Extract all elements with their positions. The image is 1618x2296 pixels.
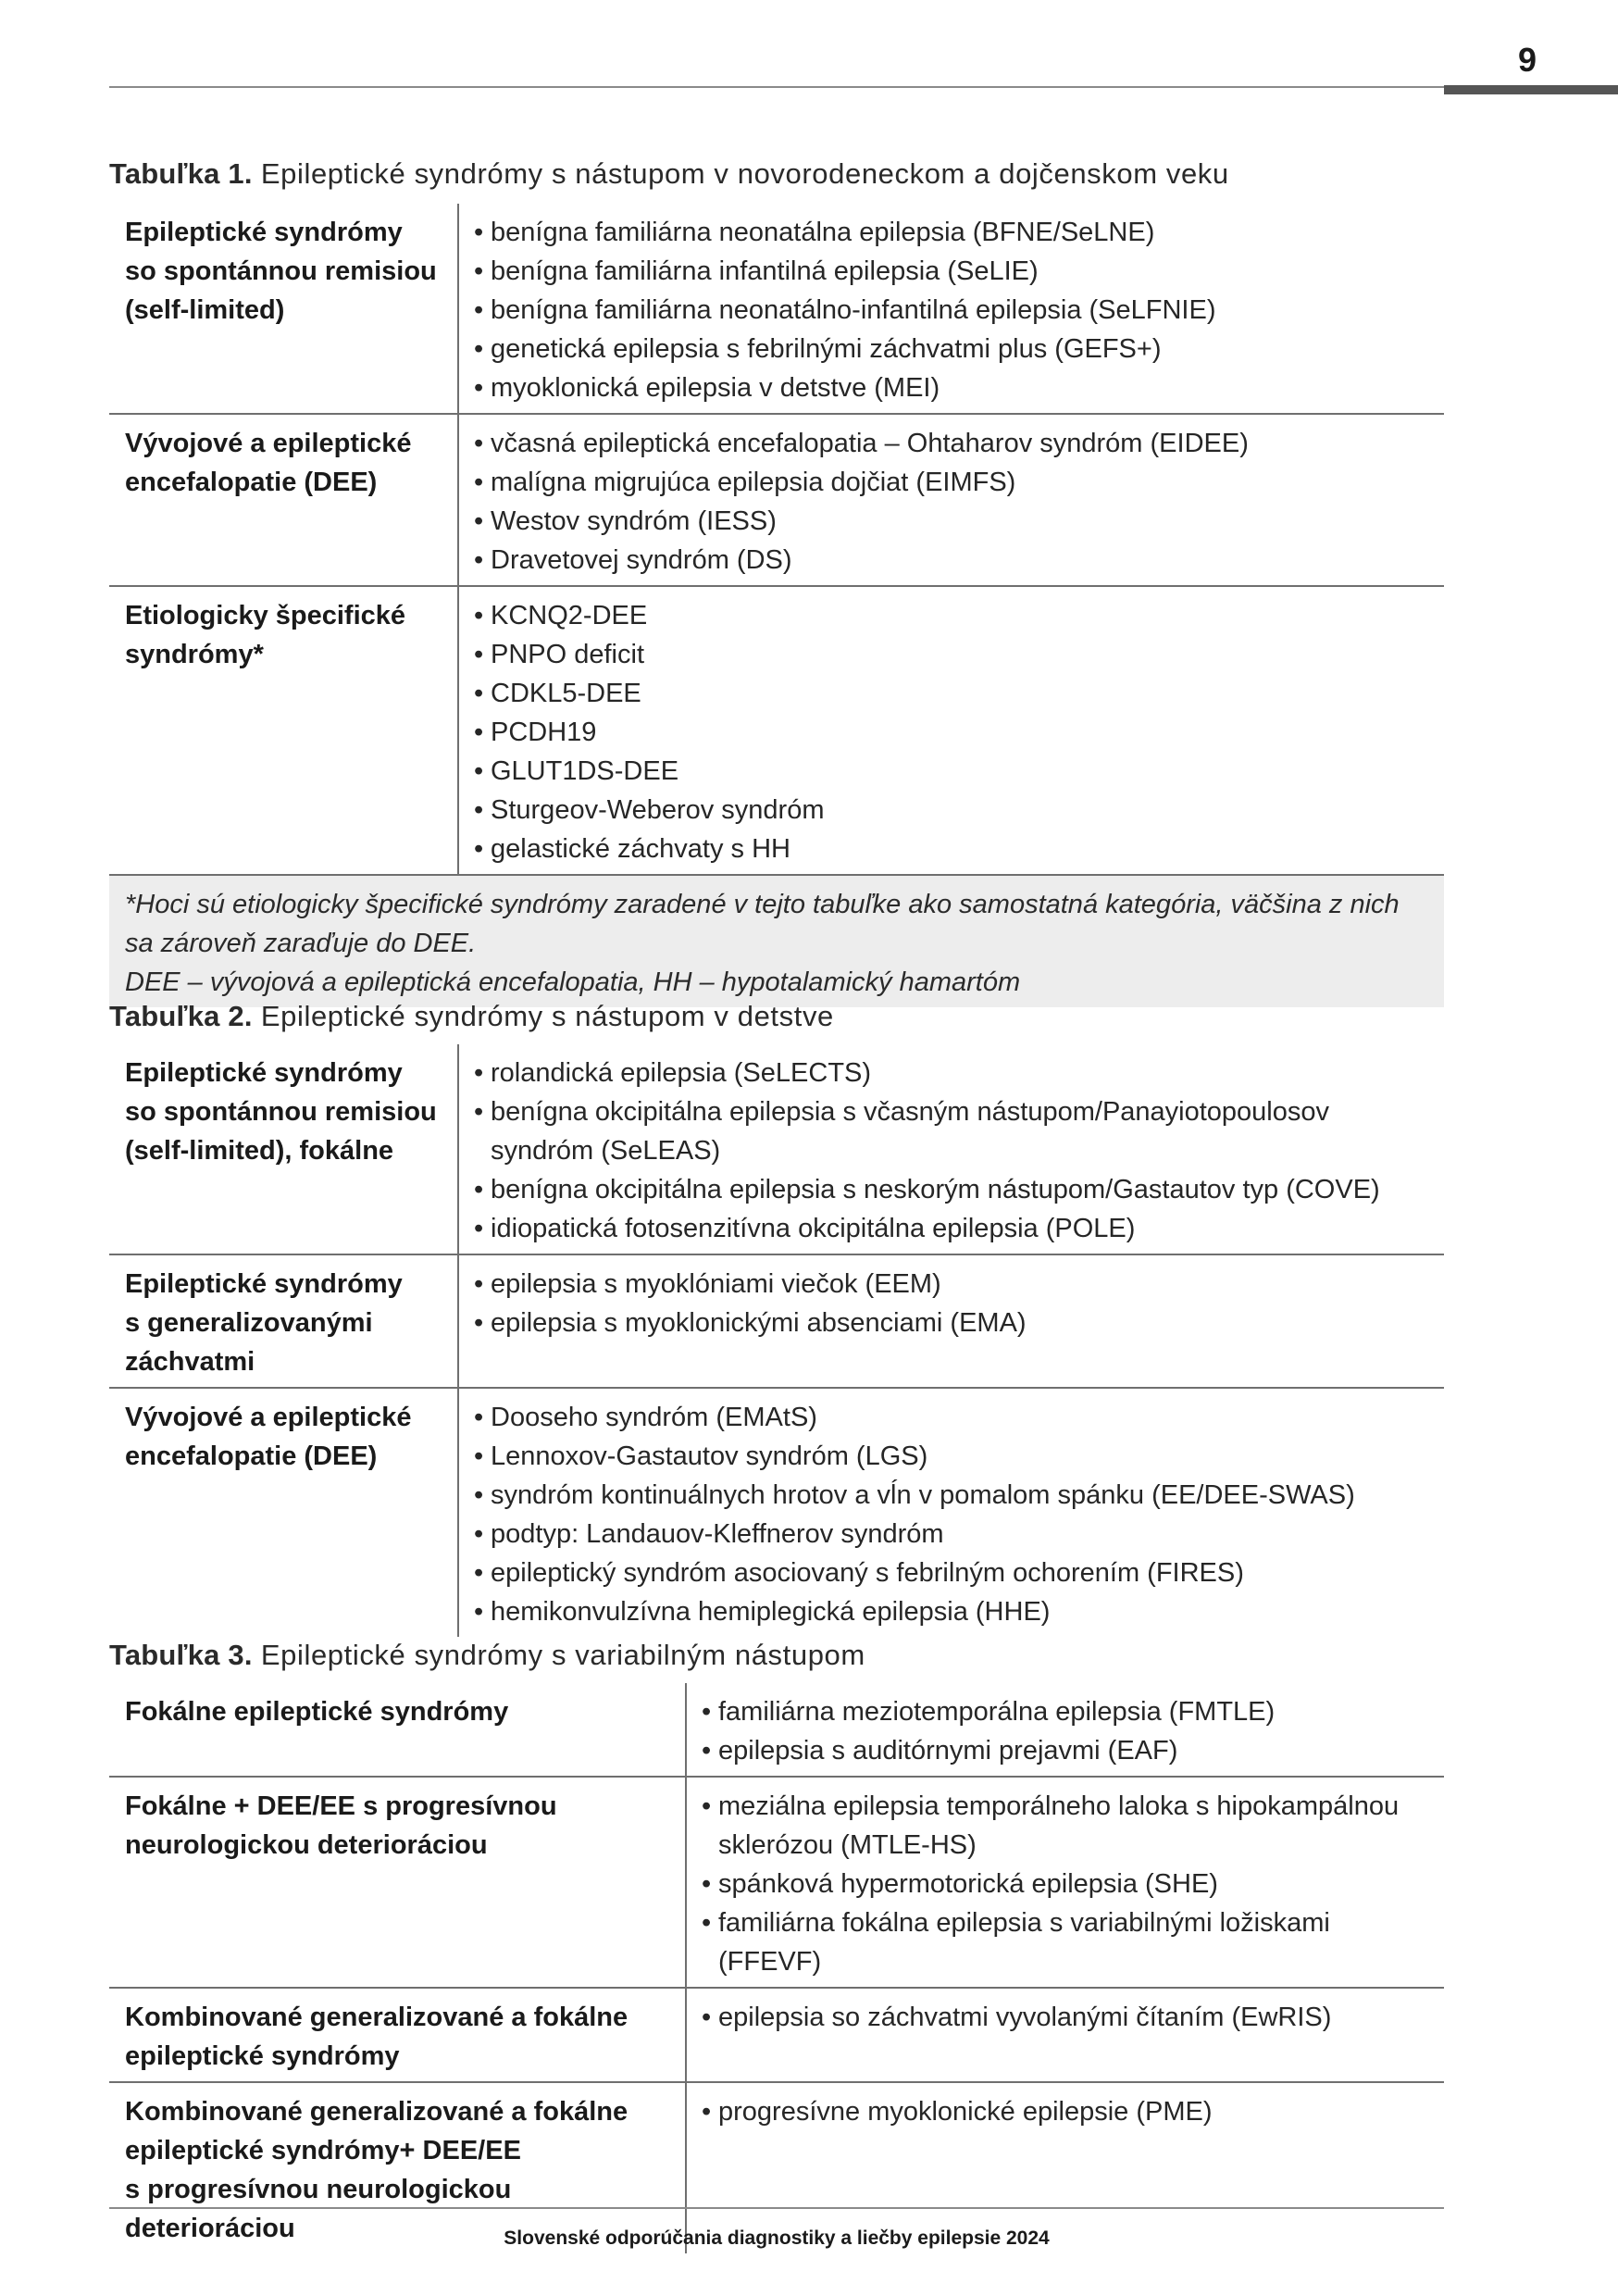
category-cell [109, 1044, 459, 1254]
table3-caption [109, 1639, 865, 1672]
syndrome-item: • benígna familiárna neonatálno-infantilná epilepsia (SeLFNIE) [474, 291, 1435, 330]
category-label: epileptické syndrómy [125, 2041, 400, 2071]
table-row [109, 1778, 1444, 1989]
category-label: encefalopatie (DEE) [125, 1441, 378, 1471]
category-label: Vývojové a epileptické [125, 429, 412, 458]
syndrome-item: • CDKL5-DEE [474, 674, 1435, 713]
footer-rule [109, 2207, 1444, 2209]
syndrome-item: • benígna okcipitálna epilepsia s neskorým nástupom/Gastautov typ (COVE) [474, 1170, 1435, 1209]
category-label: Epileptické syndrómy [125, 1269, 403, 1299]
category-label: Fokálne + DEE/EE s progresívnou [125, 1791, 557, 1821]
header-accent-bar [1444, 85, 1618, 94]
syndrome-item: • epilepsia so záchvatmi vyvolanými čítaním (EwRIS) [702, 1998, 1435, 2037]
table1-caption-text: Epileptické syndrómy s nástupom v novorodeneckom a dojčenskom veku [260, 157, 1229, 190]
table-row [109, 1389, 1444, 1637]
category-label: (self-limited) [125, 295, 285, 325]
syndrome-item: • benígna okcipitálna epilepsia s včasným nástupom/Panayiotopoulosov syndróm (SeLEAS) [474, 1092, 1435, 1170]
syndrome-item: • hemikonvulzívna hemiplegická epilepsia (HHE) [474, 1592, 1435, 1631]
syndrome-item: • včasná epileptická encefalopatia – Ohtaharov syndróm (EIDEE) [474, 424, 1435, 463]
category-label: so spontánnou remisiou [125, 1097, 437, 1127]
category-label: Fokálne epileptické syndrómy [125, 1697, 509, 1727]
category-label: epileptické syndrómy+ DEE/EE [125, 2136, 521, 2165]
syndrome-item: • epilepsia s myoklóniami viečok (EEM) [474, 1265, 1435, 1304]
table-row [109, 1255, 1444, 1389]
category-label: Vývojové a epileptické [125, 1403, 412, 1432]
syndrome-list [687, 1989, 1444, 2081]
syndrome-item: • genetická epilepsia s febrilnými záchvatmi plus (GEFS+) [474, 330, 1435, 368]
syndrome-list [459, 1389, 1444, 1637]
category-cell [109, 204, 459, 413]
table-footnote [109, 876, 1444, 1007]
category-label: Kombinované generalizované a fokálne [125, 2097, 629, 2127]
syndrome-list [687, 1778, 1444, 1987]
syndrome-item: • familiárna fokálna epilepsia s variabilnými ložiskami (FFEVF) [702, 1903, 1435, 1981]
footnote-line: *Hoci sú etiologicky špecifické syndrómy zaradené v tejto tabuľke ako samostatná kategória, väčšina z nich [125, 890, 1400, 919]
table2 [109, 1044, 1444, 1637]
syndrome-item: • familiárna meziotemporálna epilepsia (FMTLE) [702, 1692, 1435, 1731]
table3 [109, 1683, 1444, 2253]
syndrome-list [459, 204, 1444, 413]
category-label: záchvatmi [125, 1347, 255, 1377]
category-label: Epileptické syndrómy [125, 1058, 403, 1088]
syndrome-list [459, 415, 1444, 585]
table2-caption [109, 1000, 834, 1033]
syndrome-item: • benígna familiárna infantilná epilepsia (SeLIE) [474, 252, 1435, 291]
category-cell [109, 587, 459, 874]
syndrome-item: • gelastické záchvaty s HH [474, 830, 1435, 868]
table1-caption-label: Tabuľka 1. [109, 157, 253, 190]
syndrome-list [687, 1683, 1444, 1776]
syndrome-item: • Dravetovej syndróm (DS) [474, 541, 1435, 580]
syndrome-item: • myoklonická epilepsia v detstve (MEI) [474, 368, 1435, 407]
syndrome-item: • PCDH19 [474, 713, 1435, 752]
category-label: so spontánnou remisiou [125, 256, 437, 286]
category-label: s generalizovanými [125, 1308, 373, 1338]
syndrome-item: • epilepsia s myoklonickými absenciami (EMA) [474, 1304, 1435, 1342]
syndrome-item: • epilepsia s auditórnymi prejavmi (EAF) [702, 1731, 1435, 1770]
syndrome-item: • Westov syndróm (IESS) [474, 502, 1435, 541]
table-row [109, 1683, 1444, 1778]
syndrome-item: • Dooseho syndróm (EMAtS) [474, 1398, 1435, 1437]
page-number: 9 [1517, 41, 1537, 79]
syndrome-item: • meziálna epilepsia temporálneho laloka s hipokampálnou sklerózou (MTLE-HS) [702, 1787, 1435, 1865]
category-label: Epileptické syndrómy [125, 218, 403, 247]
table-row [109, 204, 1444, 415]
category-cell [109, 1389, 459, 1637]
table-row [109, 415, 1444, 587]
syndrome-item: • KCNQ2-DEE [474, 596, 1435, 635]
category-cell [109, 1989, 687, 2081]
syndrome-list [459, 587, 1444, 874]
category-label: (self-limited), fokálne [125, 1136, 394, 1166]
syndrome-item: • PNPO deficit [474, 635, 1435, 674]
syndrome-item: • progresívne myoklonické epilepsie (PME) [702, 2092, 1435, 2131]
syndrome-item: • syndróm kontinuálnych hrotov a vĺn v pomalom spánku (EE/DEE-SWAS) [474, 1476, 1435, 1515]
category-cell [109, 1778, 687, 1987]
table-row [109, 587, 1444, 876]
footer-text: Slovenské odporúčania diagnostiky a liečby epilepsie 2024 [504, 2227, 1050, 2249]
footnote-line: DEE – vývojová a epileptická encefalopatia, HH – hypotalamický hamartóm [125, 967, 1021, 997]
syndrome-item: • podtyp: Landauov-Kleffnerov syndróm [474, 1515, 1435, 1554]
category-label: Kombinované generalizované a fokálne [125, 2003, 629, 2032]
table3-caption-text: Epileptické syndrómy s variabilným nástupom [260, 1639, 865, 1671]
syndrome-item: • rolandická epilepsia (SeLECTS) [474, 1054, 1435, 1092]
category-label: s progresívnou neurologickou deterioráciou [125, 2175, 512, 2243]
category-label: encefalopatie (DEE) [125, 468, 378, 497]
syndrome-item: • Lennoxov-Gastautov syndróm (LGS) [474, 1437, 1435, 1476]
table2-caption-label: Tabuľka 2. [109, 1000, 253, 1032]
syndrome-item: • epileptický syndróm asociovaný s febrilným ochorením (FIRES) [474, 1554, 1435, 1592]
category-label: Etiologicky špecifické [125, 601, 406, 630]
syndrome-item: • GLUT1DS-DEE [474, 752, 1435, 791]
syndrome-list [459, 1255, 1444, 1387]
syndrome-item: • spánková hypermotorická epilepsia (SHE) [702, 1865, 1435, 1903]
syndrome-item: • malígna migrujúca epilepsia dojčiat (EIMFS) [474, 463, 1435, 502]
category-cell [109, 1683, 687, 1776]
table-row [109, 1044, 1444, 1255]
syndrome-item: • benígna familiárna neonatálna epilepsia (BFNE/SeLNE) [474, 213, 1435, 252]
table1 [109, 204, 1444, 1007]
syndrome-item: • idiopatická fotosenzitívna okcipitálna epilepsia (POLE) [474, 1209, 1435, 1248]
table-row [109, 1989, 1444, 2083]
syndrome-item: • Sturgeov-Weberov syndróm [474, 791, 1435, 830]
category-cell [109, 415, 459, 585]
category-label: syndrómy* [125, 640, 264, 669]
category-label: neurologickou deterioráciou [125, 1830, 488, 1860]
table3-caption-label: Tabuľka 3. [109, 1639, 253, 1671]
category-cell [109, 1255, 459, 1387]
table1-caption [109, 157, 1229, 191]
footnote-line: sa zároveň zaraďuje do DEE. [125, 929, 477, 958]
syndrome-list [459, 1044, 1444, 1254]
table2-caption-text: Epileptické syndrómy s nástupom v detstve [260, 1000, 834, 1032]
header-rule [109, 86, 1444, 88]
